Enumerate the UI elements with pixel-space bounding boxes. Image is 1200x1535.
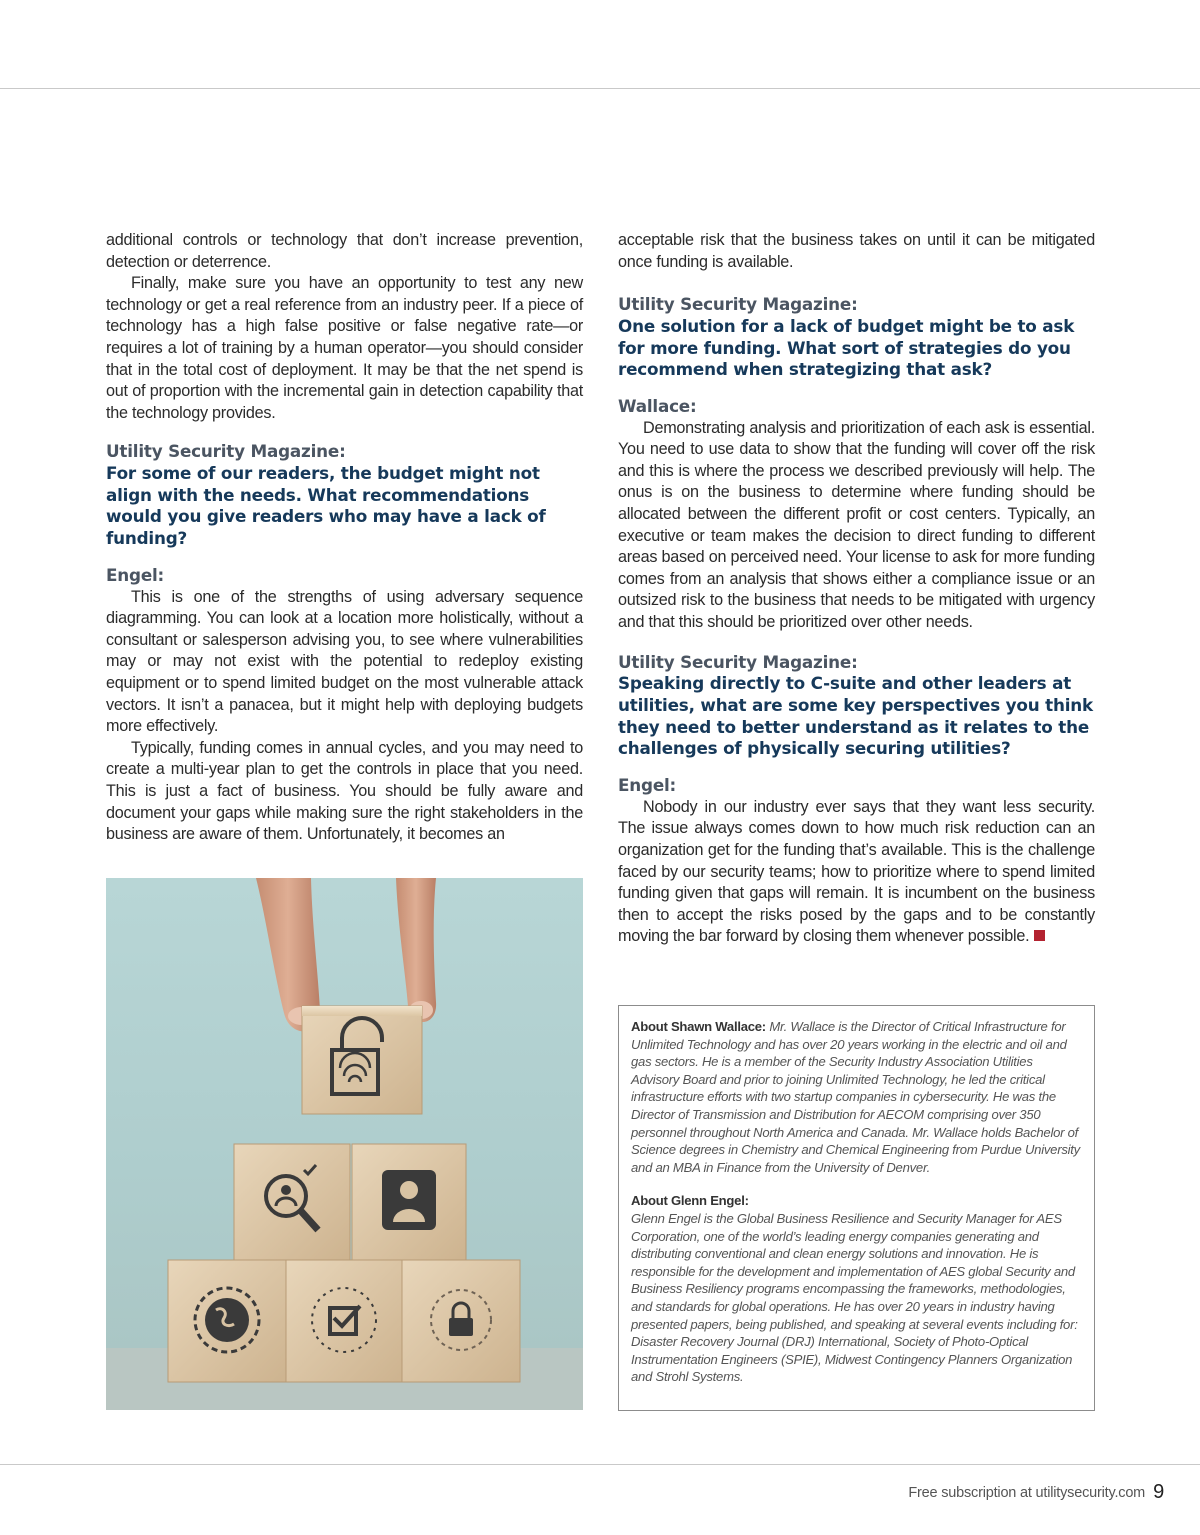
block-checkbox [286, 1260, 402, 1382]
bio-label: About Glenn Engel: [631, 1193, 749, 1209]
interview-question [106, 441, 583, 550]
question-text: One solution for a lack of budget might be to ask for more funding. What sort of strategies do you recommend when strategizing that ask? [618, 315, 1075, 380]
block-padlock [402, 1260, 520, 1382]
top-rule [0, 88, 1200, 89]
bio-engel [631, 1192, 1081, 1386]
bio-text: Mr. Wallace is the Director of Critical Infrastructure for Unlimited Technology and has over 20 years working in the electric and oil and gas sectors. He is a member of the Security Industry Association Utilities Advisory Board and prior to joining Unlimited Technology, he led the critical infrastructure efforts with two startup companies in cybersecurity. He was the Director of Transmission and Distribution for AECOM comprising over 350 personnel throughout North America and Canada. Mr. Wallace holds Bachelor of Science degrees in Chemistry and Chemical Engineering from Purdue University and an MBA in Finance from the University of Denver. [631, 1019, 1080, 1175]
speaker-label: Wallace: [618, 396, 697, 416]
block-search-person [234, 1144, 350, 1260]
security-blocks-photo [106, 878, 583, 1410]
publication-label: Utility Security Magazine: [618, 294, 858, 315]
photo-illustration [106, 878, 583, 1410]
page-footer [908, 1481, 1164, 1504]
author-bio-box [618, 1005, 1095, 1411]
end-mark-icon [1034, 930, 1045, 941]
speaker-label: Engel: [618, 775, 677, 796]
question-text: Speaking directly to C-suite and other leaders at utilities, what are some key perspectives you think they need to better understand as it relates to the challenges of physically securing utilities? [618, 673, 1093, 759]
bio-label: About Shawn Wallace: [631, 1019, 766, 1034]
interview-question [618, 294, 1095, 381]
paragraph: acceptable risk that the business takes on until it can be mitigated once funding is available. [618, 231, 1095, 271]
block-globe [168, 1260, 286, 1382]
question-text: For some of our readers, the budget might not align with the needs. What recommendations would you give readers who may have a lack of funding? [106, 463, 546, 549]
page-number: 9 [1153, 1481, 1164, 1503]
block-user-profile [352, 1144, 466, 1260]
left-column [106, 230, 583, 846]
paragraph: This is one of the strengths of using adversary sequence diagramming. You can look at a location more holistically, without a consultant or salesperson advising you, to see where vulnerabilities may or may not exist with the potential to redeploy existing equipment or to spend limited budget on the most vulnerable attack vectors. It isn’t a panacea, but it might help with deploying budgets more effectively. [106, 587, 583, 736]
publication-label: Utility Security Magazine: [106, 441, 346, 462]
user-profile-icon [382, 1170, 436, 1230]
block-fingerprint-lock [302, 1006, 422, 1114]
bio-text: Glenn Engel is the Global Business Resilience and Security Manager for AES Corporation, one of the world’s leading energy companies generating and distributing conventional and clean energy solutions and innovation. He is responsible for the development and implementation of AES global Security and Business Resiliency programs encompassing the frameworks, methodologies, and standards for global operations. He has over 20 years in industry having presented papers, being published, and speaking at several events including for: Disaster Recovery Journal (DRJ) International, Society of Photo-Optical Instrumentation Engineers (SPIE), Midwest Contingency Planners Organization and Strohl Systems. [631, 1210, 1078, 1385]
publication-label: Utility Security Magazine: [618, 651, 858, 672]
right-column [618, 230, 1095, 948]
paragraph: Demonstrating analysis and prioritization of each ask is essential. You need to use data to show that the funding will cover off the risk and this is where the process we described previously will help. The onus is on the business to determine where funding should be allocated between the different profit or cost centers. Typically, an executive or team makes the decision to direct funding to different areas based on perceived need. Your license to ask for more funding comes from an analysis that shows either a compliance issue or an outsized risk to the business that needs to be mitigated with urgency and that this should be prioritized over other needs. [618, 418, 1095, 632]
answer-text: Nobody in our industry ever says that they want less security. The issue always comes down to how much risk reduction can an organization get for the funding that’s available. This is the challenge faced by our security teams; how to prioritize where to spend limited funding given that gaps will remain. It is incumbent on the business then to accept the risks posed by the gaps and to be constantly moving the bar forward by closing them whenever possible. [618, 797, 1095, 946]
paragraph [618, 797, 1095, 948]
bottom-rule [0, 1464, 1200, 1465]
speaker-label: Engel: [106, 564, 165, 585]
paragraph: Finally, make sure you have an opportunity to test any new technology or get a real reference from an industry peer. If a piece of technology has a high false positive or false negative rate—or requires a lot of training by a human operator—you should consider that in the total cost of deployment. It may be that the net spend is out of proportion with the incremental gain in detection capability that the technology provides. [106, 274, 583, 422]
paragraph: additional controls or technology that don’t increase prevention, detection or deterrence. [106, 231, 583, 271]
bio-wallace [631, 1018, 1081, 1176]
subscription-link[interactable]: Free subscription at utilitysecurity.com [908, 1485, 1146, 1501]
paragraph: Typically, funding comes in annual cycles, and you may need to create a multi-year plan to get the controls in place that you need. This is just a fact of business. You should be fully aware and document your gaps while making sure the right stakeholders in the business are aware of them. Unfortunately, it becomes an [106, 738, 583, 844]
interview-question [618, 652, 1095, 761]
